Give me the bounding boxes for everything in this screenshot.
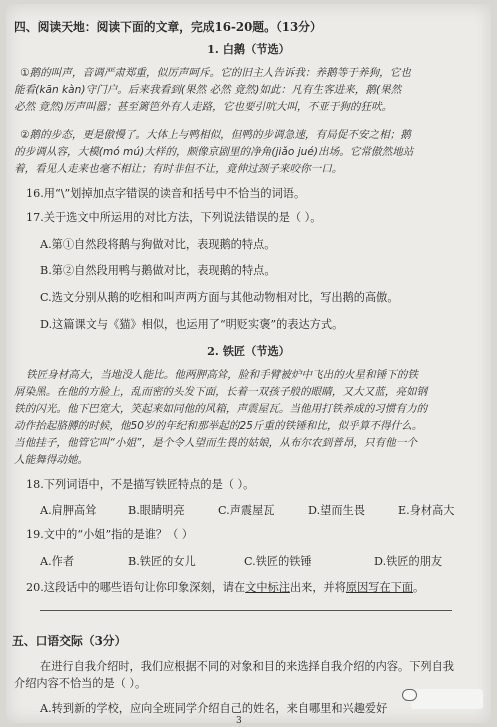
passage-1-para-2-line-3: 着，看见人走来也毫不相让；有时非但不让，竟伸过颈子来咬你一口。 xyxy=(14,163,343,175)
section-5-header: 五、口语交际（3分） xyxy=(12,634,127,648)
question-19-option-d: D.铁匠的朋友 xyxy=(374,555,443,568)
section-4-header: 四、阅读天地：阅读下面的文章，完成16-20题。（13分） xyxy=(14,20,322,34)
question-20-text-c: 。 xyxy=(413,581,425,594)
passage-2-line-3: 铁的闪光。他下巴宽大，笑起来如同他的风箱，声震屋瓦。当他用打铁养成的习惯有力的 xyxy=(14,403,428,415)
question-20-text-b: 出来，并将 xyxy=(289,581,346,594)
question-19-option-a: A.作者 xyxy=(40,555,75,568)
question-18-option-b: B.眼睛明亮 xyxy=(128,504,185,517)
answer-line xyxy=(40,610,452,611)
page-number: 3 xyxy=(236,716,242,723)
passage-2-line-5: 当他挂子，他管它叫“小姐”，是个令人望而生畏的姑娘，从布尔农到普昂，只有他一个 xyxy=(14,437,417,449)
question-20-underline-mark: 文中标注 xyxy=(245,581,290,594)
passage-1-para-2-line-1: ②鹅的步态，更是傲慢了。大体上与鸭相似，但鸭的步调急速，有局促不安之相；鹅 xyxy=(20,129,411,141)
passage-2-line-2: 屑染黑。在他的方脸上，乱而密的头发下面，长着一双孩子般的眼睛，又大又蓝，亮如钢 xyxy=(14,386,428,398)
passage-1-para-1-line-3: 必然 竟然)厉声叫嚣；甚至篱笆外有人走路，它也要引吭大叫，不亚于狗的狂吠。 xyxy=(14,101,393,113)
question-19-option-c: C.铁匠的铁锤 xyxy=(244,555,312,568)
question-20 xyxy=(26,581,424,595)
question-17-option-a: A.第①自然段将鹅与狗做对比，表现鹅的特点。 xyxy=(40,238,276,251)
question-19: 19.文中的“小姐”指的是谁？（ ） xyxy=(26,528,194,541)
watermark-overlay xyxy=(411,689,483,709)
question-18-option-a: A.肩胛高耸 xyxy=(40,504,97,517)
passage-1-para-1-line-1: ①鹅的叫声，音调严肃郑重，似厉声呵斥。它的旧主人告诉我：养鹅等于养狗，它也 xyxy=(20,67,411,79)
section-5-line-2: 介绍内容不恰当的是（ ）。 xyxy=(14,677,147,690)
question-17-option-b: B.第②自然段用鸭与鹅做对比，表现鹅的特点。 xyxy=(40,264,276,277)
section-5-line-1: 在进行自我介绍时，我们应根据不同的对象和目的来选择自我介绍的内容。下列自我 xyxy=(40,660,454,673)
question-18: 18.下列词语中，不是描写铁匠特点的是（ ）。 xyxy=(26,478,255,491)
passage-1-para-1-line-2: 能看(kān kàn)守门户。后来我看到(果然 必然 竟然)如此：凡有生客进来，鹅(果然 xyxy=(14,84,402,96)
question-20-text-a: 20.这段话中的哪些语句让你印象深刻，请在 xyxy=(26,581,246,594)
section-5-option-a: A.转到新的学校，应向全班同学介绍自己的姓名，来自哪里和兴趣爱好 xyxy=(40,702,388,715)
question-16: 16.用“\”划掉加点字错误的读音和括号中不恰当的词语。 xyxy=(26,187,306,200)
passage-1-para-2-line-2: 的步调从容，大模(mó mú)大样的，颇像京剧里的净角(jiǎo jué)出场。它常傲然地站 xyxy=(14,146,414,158)
question-20-underline-reason: 原因写在下面 xyxy=(345,581,414,594)
passage-1-title: 1. 白鹅（节选） xyxy=(207,42,290,56)
question-19-option-b: B.铁匠的女儿 xyxy=(128,555,196,568)
passage-2-title: 2. 铁匠（节选） xyxy=(207,344,290,358)
wechat-logo-icon xyxy=(402,689,417,701)
question-17-option-c: C.选文分别从鹅的吃相和叫声两方面与其他动物相对比，写出鹅的高傲。 xyxy=(40,291,399,304)
question-18-option-e: E.身材高大 xyxy=(398,504,455,517)
passage-2-line-4: 动作抬起胳膊的时候，他50岁的年纪和那举起的25斤重的铁锤和比，似乎算不得什么。 xyxy=(14,420,423,432)
passage-2-line-1: 铁匠身材高大，当地没人能比。他两胛高耸，脸和手臂被炉中飞出的火星和锤下的铁 xyxy=(26,369,418,381)
question-18-option-c: C.声震屋瓦 xyxy=(218,504,275,517)
question-18-option-d: D.望而生畏 xyxy=(308,504,365,517)
passage-2-line-6: 人能舞得动她。 xyxy=(14,454,89,466)
question-17: 17.关于选文中所运用的对比方法，下列说法错误的是（ ）。 xyxy=(26,211,322,224)
question-17-option-d: D.这篇课文与《猫》相似，也运用了“明贬实褒”的表达方式。 xyxy=(40,318,344,331)
exam-page xyxy=(6,4,491,723)
